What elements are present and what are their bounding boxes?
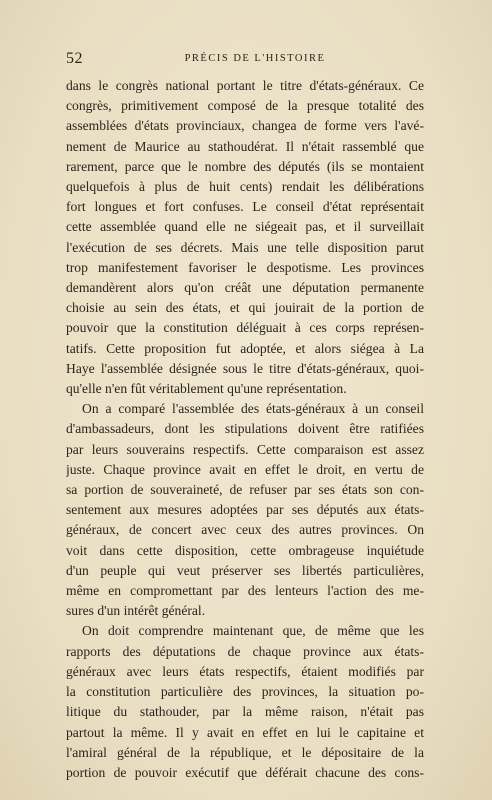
text-line: même en compromettant par des lenteurs l'action des me- (66, 583, 424, 599)
paragraph (66, 76, 424, 399)
text-line: d'un peuple qui veut préserver ses libertés particulières, (66, 562, 424, 578)
text-line: sures d'un intérêt général. (66, 603, 206, 619)
text-line: l'amiral général de la république, et le dépositaire de la (66, 744, 424, 760)
text-line: juste. Chaque province avait en effet le droit, en vertu de (66, 461, 424, 477)
text-line: d'ambassadeurs, dont les stipulations doivent être ratifiées (66, 421, 424, 437)
text-line: rarement, parce que le nombre des députés (ils se montaient (66, 158, 424, 174)
text-line: cette assemblée quand elle ne siégeait pas, et il surveillait (66, 219, 424, 235)
text-line: quelquefois à plus de huit cents) rendait les délibérations (66, 179, 424, 195)
text-line: voit dans cette disposition, cette ombrageuse inquiétude (66, 542, 424, 558)
text-line: Haye l'assemblée désignée sous le titre d'états-généraux, quoi- (66, 360, 424, 376)
text-line: pouvoir que la constitution déléguait à ces corps représen- (66, 320, 424, 336)
page-number: 52 (66, 50, 83, 67)
text-line: tatifs. Cette proposition fut adoptée, et alors siégea à La (66, 340, 424, 356)
text-line: l'exécution de ses décrets. Mais une telle disposition parut (66, 239, 424, 255)
text-line: portion de pouvoir exécutif que déférait chacune des cons- (66, 764, 424, 780)
text-line: On doit comprendre maintenant que, de même que les (82, 623, 424, 639)
text-line: partout la même. Il y avait en effet en lui le capitaine et (66, 724, 424, 740)
text-line: dans le congrès national portant le titre d'états-généraux. Ce (66, 78, 424, 93)
text-line: On a comparé l'assemblée des états-généraux à un conseil (82, 401, 424, 417)
text-line: rapports des députations de chaque province aux états- (66, 643, 424, 659)
text-line: trop manifestement favoriser le despotisme. Les provinces (66, 259, 424, 275)
text-line: par leurs souverains respectifs. Cette comparaison est assez (66, 441, 424, 457)
running-head: PRÉCIS DE L'HISTOIRE (184, 53, 326, 64)
text-line: sentement aux mesures adoptées par ses députés aux états- (66, 502, 424, 518)
text-line: la constitution particulière des provinces, la situation po- (66, 684, 424, 700)
paragraph (66, 399, 424, 621)
page-header (66, 50, 424, 70)
text-line: fort longues et fort confuses. Le conseil d'état représentait (66, 199, 424, 215)
text-line: demandèrent alors qu'on créât une députation permanente (66, 280, 424, 296)
text-line: sa portion de souveraineté, de refuser par ses états son con- (66, 482, 424, 498)
text-line: généraux avec leurs états respectifs, étaient modifiés par (66, 663, 424, 679)
text-line: choisie au sein des états, et qui jouirait de la portion de (66, 300, 424, 316)
text-line: nement de Maurice au stathoudérat. Il n'était rassemblé que (66, 138, 424, 154)
text-line: assemblées d'états provinciaux, changea de forme vers l'avé- (66, 118, 424, 134)
text-line: congrès, primitivement composé de la presque totalité des (66, 98, 424, 114)
text-line: litique du stathouder, par la même raison, n'était pas (66, 704, 424, 720)
text-line: qu'elle n'en fût véritablement qu'une représentation. (66, 381, 347, 397)
text-line: généraux, de concert avec ceux des autres provinces. On (66, 522, 424, 538)
paragraph (66, 621, 424, 783)
body-text (66, 76, 424, 783)
